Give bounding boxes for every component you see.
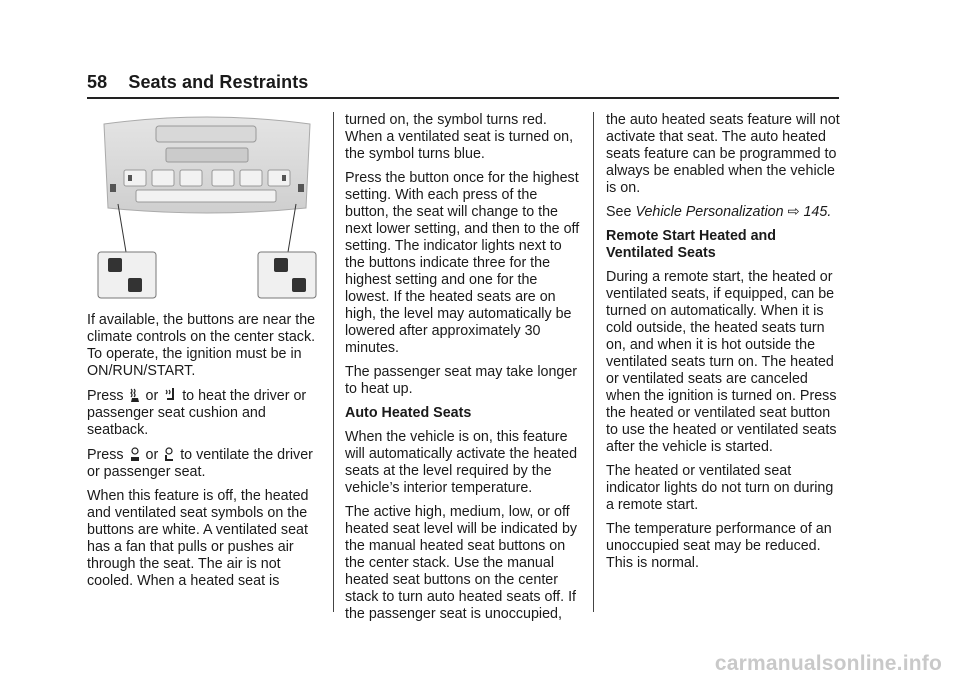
text: Press	[87, 388, 124, 404]
text: to ventilate the driver or passenger seat.	[87, 447, 313, 480]
paragraph: The active high, medium, low, or off heated seat level will be indicated by the manual heated seat buttons on the center stack. Use the manual heated seat buttons on the center stack to turn auto heated seats off. If the passenger seat is unoccupied,	[345, 504, 578, 622]
page-number: 58	[87, 72, 108, 92]
ventilated-seat-driver-icon	[130, 446, 140, 462]
climate-panel-illustration	[96, 112, 318, 300]
subheading-remote-start: Remote Start Heated and Ventilated Seats	[606, 228, 777, 261]
column-3	[606, 112, 842, 579]
paragraph	[87, 387, 323, 439]
paragraph: The heated or ventilated seat indicator lights do not turn on during a remote start.	[606, 463, 834, 513]
column-divider	[333, 112, 334, 612]
subheading-auto-heated-seats: Auto Heated Seats	[345, 405, 472, 421]
column-2	[345, 112, 583, 630]
paragraph: The passenger seat may take longer to heat up.	[345, 364, 578, 397]
column-1	[87, 312, 323, 597]
see-reference	[606, 204, 842, 221]
paragraph: If available, the buttons are near the climate controls on the center stack. To operate, the ignition must be in ON/RUN/START.	[87, 312, 316, 379]
page-ref[interactable]: 145.	[803, 204, 832, 220]
watermark: carmanualsonline.info	[714, 652, 942, 675]
text: or	[145, 388, 159, 404]
vehicle-personalization-link[interactable]: Vehicle Personalization	[635, 204, 784, 220]
paragraph: When the vehicle is on, this feature will automatically activate the heated seats at the level required by the vehicle’s interior temperature.	[345, 429, 578, 496]
paragraph: Press the button once for the highest setting. With each press of the button, the seat will change to the next lower setting, and then to the off setting. The indicator lights next to the buttons indicate three for the highest setting and one for the lowest. If the heated seats are on high, the level may automatically be lowered after approximately 30 minutes.	[345, 170, 580, 356]
paragraph: the auto heated seats feature will not activate that seat. The auto heated seats feature can be programmed to always be enabled when the vehicle is on.	[606, 112, 840, 196]
paragraph: turned on, the symbol turns red. When a ventilated seat is turned on, the symbol turns blue.	[345, 112, 574, 162]
text: See	[606, 204, 632, 220]
header-rule	[87, 97, 839, 99]
page-ref-arrow-icon: ⇨	[787, 204, 800, 220]
text: to heat the driver or passenger seat cushion and seatback.	[87, 388, 307, 438]
text: Press	[87, 447, 124, 463]
paragraph: During a remote start, the heated or ventilated seats, if equipped, can be turned on automatically. When it is cold outside, the heated seats turn on, and when it is hot outside the ventilated seats turn on. The heated or ventilated seats are canceled when the ignition is turned on. Press the heated or ventilated seat button to use the heated or ventilated seats after the vehicle is started.	[606, 269, 837, 455]
paragraph: The temperature performance of an unoccupied seat may be reduced. This is normal.	[606, 521, 832, 571]
text: or	[145, 447, 159, 463]
heated-seat-cushion-icon	[130, 387, 140, 403]
column-divider	[593, 112, 594, 612]
page-header	[87, 72, 308, 93]
paragraph	[87, 446, 323, 481]
section-title: Seats and Restraints	[128, 72, 309, 92]
heated-seatback-icon	[164, 387, 176, 403]
paragraph: When this feature is off, the heated and ventilated seat symbols on the buttons are white. A ventilated seat has a fan that pulls or pushes air through the seat. The air is not cooled. When a heated seat is	[87, 488, 309, 589]
ventilated-seat-passenger-icon	[164, 446, 174, 462]
